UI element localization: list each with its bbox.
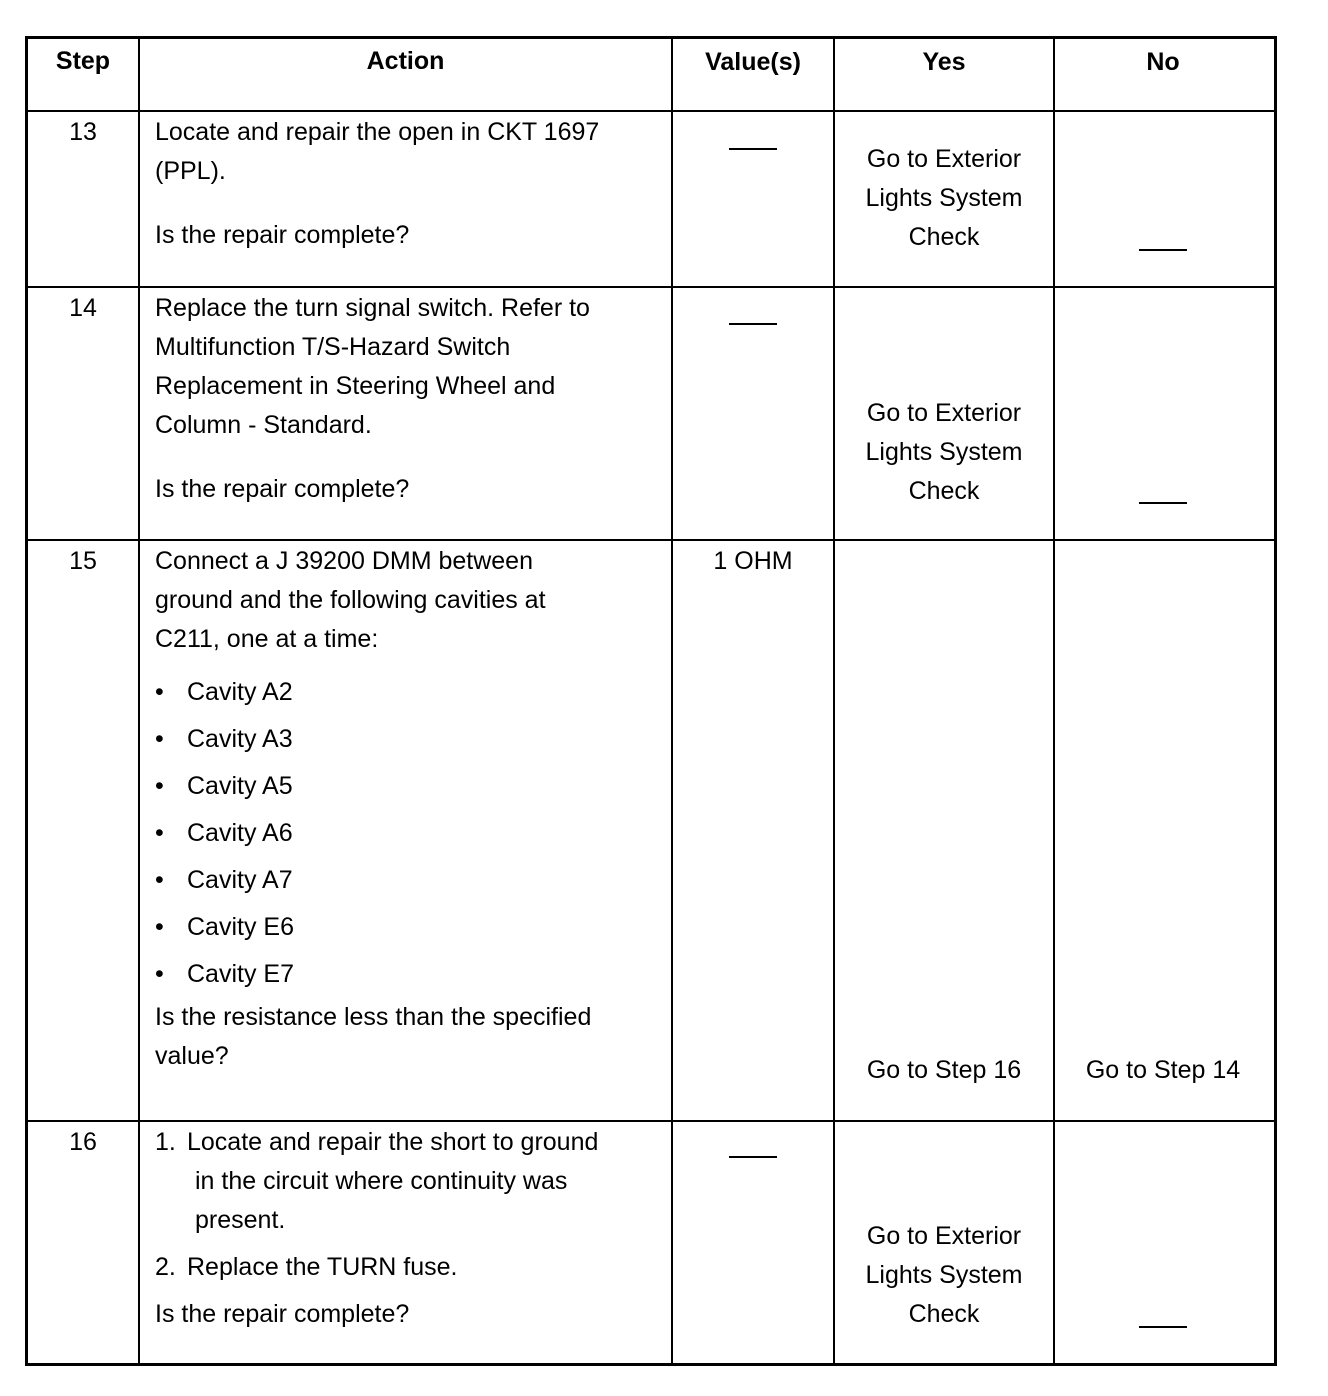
yes-line: Go to Exterior	[866, 399, 1022, 427]
no-empty-dash	[1139, 502, 1187, 504]
item-line: Locate and repair the short to ground	[187, 1128, 599, 1156]
diagnostic-table	[25, 36, 1277, 1366]
row-divider	[28, 1120, 1274, 1122]
list-item-label: Cavity A2	[187, 678, 293, 706]
list-item	[155, 904, 665, 951]
list-item-label: Cavity A7	[187, 866, 293, 894]
list-item	[155, 810, 665, 857]
yes-text	[835, 394, 1053, 511]
column-divider	[671, 39, 673, 1363]
bullet-icon: •	[155, 772, 164, 800]
value-empty-dash	[729, 148, 777, 150]
yes-line: Check	[908, 477, 980, 505]
bullet-icon: •	[155, 678, 164, 706]
row-divider	[28, 539, 1274, 541]
bullet-icon: •	[155, 913, 164, 941]
no-empty-dash	[1139, 1326, 1187, 1328]
list-item	[155, 669, 665, 716]
item-line: in the circuit where continuity was	[195, 1167, 568, 1195]
numbered-item	[155, 1123, 665, 1240]
header-step: Step	[55, 47, 111, 75]
bullet-icon: •	[155, 866, 164, 894]
action-question-line: Is the resistance less than the specified	[155, 1003, 592, 1031]
yes-line: Check	[908, 223, 980, 251]
item-number: 2.	[155, 1253, 176, 1281]
header-action: Action	[366, 47, 445, 75]
numbered-item	[155, 1248, 665, 1287]
action-line: Multifunction T/S-Hazard Switch	[155, 333, 511, 361]
item-line: present.	[195, 1206, 286, 1234]
yes-line: Go to Exterior	[866, 145, 1022, 173]
action-line: Connect a J 39200 DMM between	[155, 547, 533, 575]
yes-text	[835, 140, 1053, 257]
action-line: Locate and repair the open in CKT 1697	[155, 118, 600, 146]
list-item-label: Cavity A5	[187, 772, 293, 800]
bullet-icon: •	[155, 819, 164, 847]
action-line: ground and the following cavities at	[155, 586, 546, 614]
list-item	[155, 857, 665, 904]
action-question: Is the repair complete?	[155, 475, 410, 503]
list-item	[155, 716, 665, 763]
yes-line: Lights System	[865, 184, 1023, 212]
column-divider	[1053, 39, 1055, 1363]
header-values: Value(s)	[705, 48, 801, 76]
action-text	[155, 542, 665, 1076]
value-empty-dash	[729, 1156, 777, 1158]
yes-line: Check	[908, 1300, 980, 1328]
list-item-label: Cavity A6	[187, 819, 293, 847]
value-text: 1 OHM	[713, 547, 793, 575]
step-number: 15	[69, 547, 97, 575]
action-text	[155, 113, 665, 255]
list-item	[155, 951, 665, 998]
action-question-line: value?	[155, 1042, 229, 1070]
list-item	[155, 763, 665, 810]
yes-text	[835, 1217, 1053, 1334]
list-item-label: Cavity E6	[187, 913, 294, 941]
header-yes: Yes	[922, 48, 966, 76]
action-line: C211, one at a time:	[155, 625, 379, 653]
action-question: Is the repair complete?	[155, 221, 410, 249]
action-line: Column - Standard.	[155, 411, 372, 439]
yes-line: Lights System	[865, 1261, 1023, 1289]
no-text: Go to Step 14	[1085, 1056, 1241, 1084]
action-text	[155, 289, 665, 509]
step-number: 14	[69, 294, 97, 322]
yes-line: Lights System	[865, 438, 1023, 466]
action-line: Replace the turn signal switch. Refer to	[155, 294, 590, 322]
action-text	[155, 1123, 665, 1334]
row-divider	[28, 286, 1274, 288]
list-item-label: Cavity E7	[187, 960, 294, 988]
column-divider	[138, 39, 140, 1363]
item-number: 1.	[155, 1128, 176, 1156]
bullet-icon: •	[155, 725, 164, 753]
action-question: Is the repair complete?	[155, 1300, 410, 1328]
cavity-list	[155, 669, 665, 998]
action-line: Replacement in Steering Wheel and	[155, 372, 556, 400]
header-no: No	[1146, 48, 1180, 76]
item-line: Replace the TURN fuse.	[187, 1253, 458, 1281]
list-item-label: Cavity A3	[187, 725, 293, 753]
bullet-icon: •	[155, 960, 164, 988]
step-number: 16	[69, 1128, 97, 1156]
no-empty-dash	[1139, 249, 1187, 251]
step-number: 13	[69, 118, 97, 146]
value-empty-dash	[729, 323, 777, 325]
action-line: (PPL).	[155, 157, 226, 185]
yes-text: Go to Step 16	[866, 1056, 1022, 1084]
yes-line: Go to Exterior	[866, 1222, 1022, 1250]
row-divider	[28, 110, 1274, 112]
